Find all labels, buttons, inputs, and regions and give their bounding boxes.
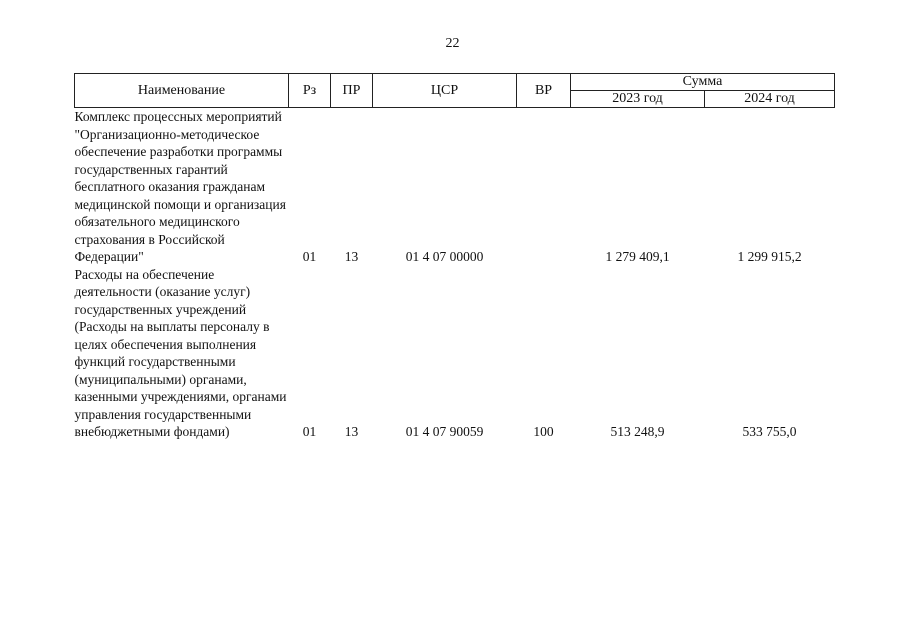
header-csr: ЦСР: [373, 74, 517, 108]
row-rz: 01: [302, 424, 317, 439]
row-sum-2024: 533 755,0: [742, 424, 797, 439]
header-rz: Рз: [289, 74, 331, 108]
header-year-2024: 2024 год: [705, 91, 835, 108]
row-name: Комплекс процессных мероприятий "Организационно-методическое обеспечение разработки программы государственных гарантий бесплатного оказания гражданам медицинской помощи и организация обязательного медицинского страхования в Российской Федерации": [74, 109, 286, 264]
budget-table: [74, 73, 835, 441]
header-pr: ПР: [331, 74, 373, 108]
table-row: [75, 108, 835, 266]
header-sum: Сумма: [571, 74, 835, 91]
header-name: Наименование: [75, 74, 289, 108]
row-pr: 13: [344, 249, 359, 264]
row-name: Расходы на обеспечение деятельности (оказание услуг) государственных учреждений (Расходы на выплаты персоналу в целях обеспечения выполнения функций государственными (муниципальными) органами, казенными учреждениями, органами управления государственными внебюджетными фондами): [74, 266, 287, 439]
row-vr: [517, 108, 571, 266]
table-header: [75, 74, 835, 108]
header-year-2023: 2023 год: [571, 91, 705, 108]
row-pr: 13: [344, 424, 359, 439]
row-csr: 01 4 07 90059: [405, 424, 484, 439]
page-number: 22: [445, 36, 460, 51]
row-rz: 01: [302, 249, 317, 264]
row-sum-2023: 513 248,9: [610, 424, 665, 439]
table-row: [75, 266, 835, 441]
row-csr: 01 4 07 00000: [405, 249, 484, 264]
row-sum-2024: 1 299 915,2: [737, 249, 802, 264]
row-vr: 100: [533, 424, 554, 439]
row-sum-2023: 1 279 409,1: [605, 249, 670, 264]
header-vr: ВР: [517, 74, 571, 108]
